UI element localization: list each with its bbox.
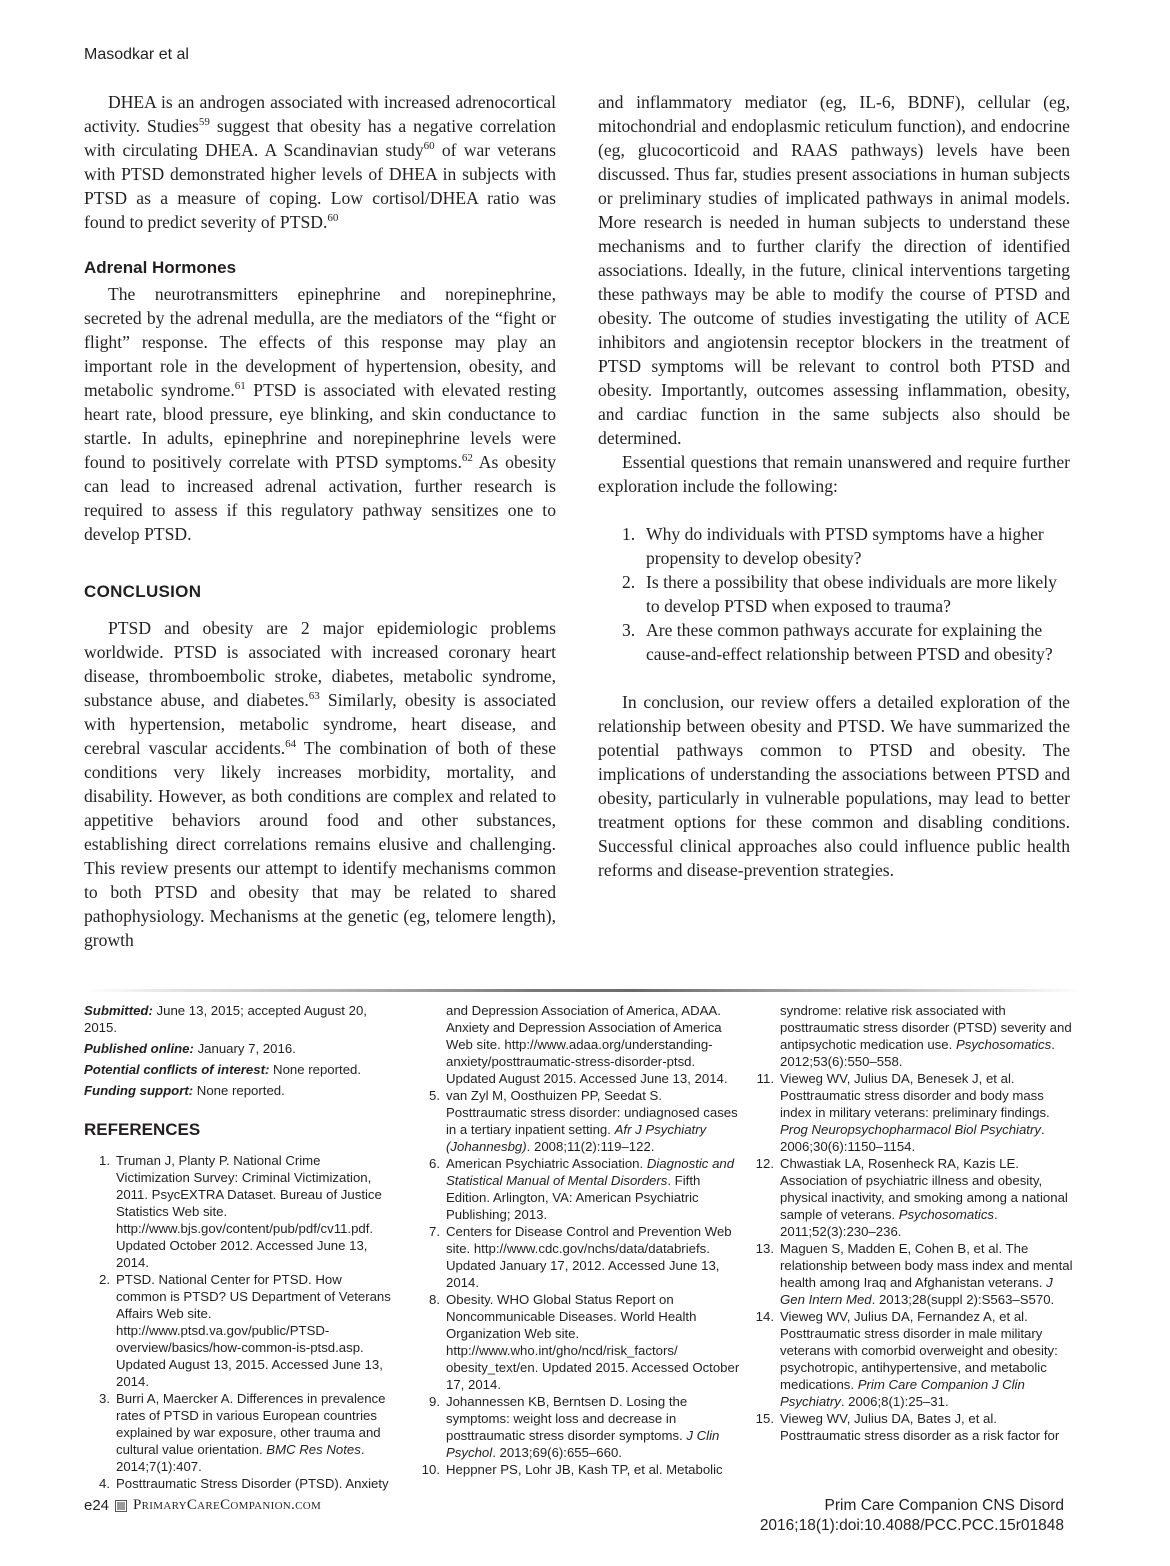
reference-number: 7. <box>429 1224 440 1239</box>
journal-title: Psychosomatics <box>955 1037 1052 1052</box>
references-heading: REFERENCES <box>84 1120 201 1139</box>
conclusion-paragraph: PTSD and obesity are 2 major epidemiologic problems worldwide. PTSD is associated with increased coronary heart disease, thromboembolic stroke, diabetes, metabolic syndrome, substance abuse, and diabetes.$^{63}$ Similarly, obesity is associated with hypertension, metabolic syndrome, heart disease, and cerebral vascular accidents.$^{64}$ The combination of both of these conditions very likely increases morbidity, mortality, and disability. However, as both conditions are complex and related to appetitive behaviors around food and other substances, establishing direct correlations remains elusive and challenging. This review presents our attempt to identify mechanisms common to both PTSD and obesity that may be related to shared pathophysiology. Mechanisms at the genetic (eg, telomere length), growth <box>84 618 557 950</box>
reference-item <box>754 1155 1074 1240</box>
citation-superscript[interactable]: 63 <box>308 690 320 703</box>
right-column <box>598 90 1070 882</box>
continued-paragraph: and inflammatory mediator (eg, IL-6, BDNF), cellular (eg, mitochondrial and endoplasmic reticulum function), and endocrine (eg, glucocorticoid and RAAS pathways) levels have been discussed. Thus far, studies present associations in human subjects or preliminary studies of implicated pathways in animal models. More research is needed in human subjects to understand these mechanisms and to further clarify the direction of identified associations. Ideally, in the future, clinical interventions targeting these pathways may be able to modify the course of PTSD and obesity. The outcome of studies investigating the utility of ACE inhibitors and angiotensin receptor blockers in the treatment of PTSD symptoms will be relevant to control both PTSD and obesity. Importantly, outcomes assessing inflammation, obesity, and cardiac function in the same subjects also should be determined. <box>598 92 1070 448</box>
reference-text: Posttraumatic Stress Disorder (PTSD). Anxiety <box>116 1476 389 1491</box>
journal-title: Afr J Psychiatry (Johannesbg) <box>446 1122 707 1154</box>
reference-text: PTSD. National Center for PTSD. How common is PTSD? US Department of Veterans Affairs Web site. http://www.ptsd.va.gov/public/PTSD-overview/basics/how-common-is-ptsd.asp. Updated August 13, 2015. Accessed June 13, 2014. <box>116 1272 391 1389</box>
references-list-col3 <box>754 1002 1074 1444</box>
citation-superscript[interactable]: 60 <box>327 212 339 225</box>
adrenal-paragraph: The neurotransmitters epinephrine and norepinephrine, secreted by the adrenal medulla, are the mediators of the “fight or flight” response. The effects of this response may play an important role in the development of hypertension, obesity, and metabolic syndrome.$^{61}$ PTSD is associated with elevated resting heart rate, blood pressure, eye blinking, and skin conductance to startle. In adults, epinephrine and norepinephrine levels were found to positively correlate with PTSD symptoms.$^{62}$ As obesity can lead to increased adrenal activation, further research is required to assess if this regulatory pathway sensitizes one to develop PTSD. <box>84 284 557 544</box>
citation-superscript[interactable]: 60 <box>423 140 435 153</box>
section-divider <box>84 989 1084 992</box>
citation-superscript[interactable]: 64 <box>285 738 297 751</box>
journal-title: BMC Res Notes <box>266 1442 361 1457</box>
references-col2 <box>420 1002 740 1478</box>
reference-number: 5. <box>429 1088 440 1103</box>
questions-list <box>598 522 1070 666</box>
reference-text: Burri A, Maercker A. Differences in prevalence rates of PTSD in various European countries explained by war exposure, other trauma and cultural value orientation. <box>116 1391 386 1457</box>
reference-number: 10. <box>421 1462 440 1477</box>
reference-item <box>420 1291 740 1393</box>
journal-title: J Clin Psychol <box>446 1428 720 1460</box>
reference-item <box>754 1070 1074 1155</box>
funding-line: Funding support: None reported. <box>84 1083 285 1098</box>
reference-text: Truman J, Planty P. National Crime Victimization Survey: Criminal Victimization, 2011. PsycEXTRA Dataset. Bureau of Justice Statistics Web site. http://www.bjs.gov/content/pub/pdf/cv11.pdf. Updated October 2012. Accessed June 13, 2014. <box>116 1153 382 1270</box>
reference-text: Centers for Disease Control and Prevention Web site. http://www.cdc.gov/nchs/data/databriefs. Updated January 17, 2012. Accessed June 13, 2014. <box>446 1224 732 1290</box>
reference-item <box>90 1475 394 1492</box>
citation-superscript[interactable]: 62 <box>461 452 473 465</box>
reference-text: . 2008;11(2):119–122. <box>526 1139 655 1154</box>
running-head: Masodkar et al <box>84 46 189 63</box>
journal-title: Prim Care Companion J Clin Psychiatry <box>780 1377 1025 1409</box>
journal-title: Diagnostic and Statistical Manual of Mental Disorders <box>446 1156 735 1188</box>
reference-text: . 2013;69(6):655–660. <box>492 1445 622 1460</box>
reference-item <box>420 1155 740 1223</box>
journal-website-link[interactable]: PrimaryCareCompanion.com <box>133 1497 322 1513</box>
conflicts-line: Potential conflicts of interest: None reported. <box>84 1062 362 1077</box>
article-meta <box>84 1002 394 1492</box>
reference-item <box>420 1393 740 1461</box>
question-item: 3. Are these common pathways accurate for explaining the cause-and-effect relationship between PTSD and obesity? <box>622 620 1053 664</box>
conclusion-heading: CONCLUSION <box>84 582 202 601</box>
reference-item-continued: and Depression Association of America, ADAA. Anxiety and Depression Association of America Web site. http://www.adaa.org/understanding-anxiety/posttraumatic-stress-disorder-ptsd. Updated August 2015. Accessed June 13, 2014. <box>446 1003 728 1086</box>
journal-name: Prim Care Companion CNS Disord <box>824 1497 1064 1514</box>
reference-text: . Fifth Edition. Arlington, VA: American Psychiatric Publishing; 2013. <box>446 1173 701 1222</box>
reference-text: . 2011;52(3):230–236. <box>780 1207 998 1239</box>
reference-text: . 2014;7(1):407. <box>116 1442 365 1474</box>
reference-number: 6. <box>429 1156 440 1171</box>
reference-number: 8. <box>429 1292 440 1307</box>
reference-text: . 2012;53(6):550–558. <box>780 1037 1055 1069</box>
doi-line: 2016;18(1):doi:10.4088/PCC.PCC.15r01848 <box>759 1517 1064 1534</box>
reference-item <box>420 1087 740 1155</box>
reference-item <box>90 1390 394 1475</box>
journal-title: Prog Neuropsychopharmacol Biol Psychiatry <box>780 1122 1041 1137</box>
left-column <box>84 90 556 952</box>
reference-item <box>90 1152 394 1271</box>
journal-title: J Gen Intern Med <box>780 1275 1053 1307</box>
reference-text: Obesity. WHO Global Status Report on Noncommunicable Diseases. World Health Organization Web site. http://www.who.int/gho/ncd/risk_factors/ obesity_text/en. Updated 2015. Accessed October 17, 2014. <box>446 1292 740 1392</box>
reference-number: 15. <box>755 1411 774 1426</box>
reference-text: . 2006;30(6):1150–1154. <box>780 1122 1045 1154</box>
reference-text: American Psychiatric Association. <box>446 1156 647 1171</box>
reference-text: Chwastiak LA, Rosenheck RA, Kazis LE. Association of psychiatric illness and obesity, physical inactivity, and smoking among a national sample of veterans. <box>780 1156 1068 1222</box>
reference-number: 4. <box>99 1476 110 1491</box>
reference-text: . 2013;28(suppl 2):S563–S570. <box>871 1292 1055 1307</box>
reference-text: Vieweg WV, Julius DA, Fernandez A, et al. Posttraumatic stress disorder in male military veterans with comorbid overweight and obesity: psychotropic, antihypertensive, and metabolic medications. <box>780 1309 1058 1392</box>
reference-text: van Zyl M, Oosthuizen PP, Seedat S. Posttraumatic stress disorder: undiagnosed cases in a tertiary inpatient setting. <box>446 1088 738 1137</box>
reference-item <box>754 1308 1074 1410</box>
square-bullet-icon <box>115 1500 127 1512</box>
reference-number: 1. <box>99 1153 110 1168</box>
footer-left <box>84 1497 321 1514</box>
reference-item <box>754 1410 1074 1444</box>
reference-item-continued <box>754 1002 1074 1070</box>
reference-text: Maguen S, Madden E, Cohen B, et al. The relationship between body mass index and mental health among Iraq and Afghanistan veterans. <box>780 1241 1073 1290</box>
reference-number: 9. <box>429 1394 440 1409</box>
reference-text: Johannessen KB, Berntsen D. Losing the symptoms: weight loss and decrease in posttraumatic stress disorder symptoms. <box>446 1394 688 1443</box>
reference-item <box>754 1240 1074 1308</box>
reference-text: Heppner PS, Lohr JB, Kash TP, et al. Metabolic <box>446 1462 723 1477</box>
question-item: 2. Is there a possibility that obese individuals are more likely to develop PTSD when exposed to trauma? <box>622 572 1057 616</box>
references-list-col1 <box>84 1152 394 1492</box>
reference-number: 2. <box>99 1272 110 1287</box>
citation-superscript[interactable]: 61 <box>234 380 246 393</box>
adrenal-hormones-heading: Adrenal Hormones <box>84 258 237 277</box>
published-line: Published online: January 7, 2016. <box>84 1041 296 1056</box>
essential-questions-intro: Essential questions that remain unanswered and require further exploration include the following: <box>598 452 1070 496</box>
dhea-paragraph: DHEA is an androgen associated with increased adrenocortical activity. Studies$^{59}$ suggest that obesity has a negative correlation with circulating DHEA. A Scandinavian study$^{60}$ of war veterans with PTSD demonstrated higher levels of DHEA in subjects with PTSD as a measure of coping. Low cortisol/DHEA ratio was found to predict severity of PTSD.$^{60}$ <box>84 92 556 232</box>
reference-text: . 2006;8(1):25–31. <box>840 1394 949 1409</box>
reference-text: syndrome: relative risk associated with posttraumatic stress disorder (PTSD) severity and antipsychotic medication use. <box>780 1003 1072 1052</box>
reference-item <box>90 1271 394 1390</box>
reference-number: 3. <box>99 1391 110 1406</box>
reference-number: 13. <box>755 1241 774 1256</box>
reference-number: 11. <box>756 1071 774 1086</box>
journal-title: Psychosomatics <box>898 1207 995 1222</box>
footer-citation <box>760 1496 1064 1536</box>
submitted-line: Submitted: June 13, 2015; accepted August 20, 2015. <box>84 1003 367 1035</box>
page-number: e24 <box>84 1497 110 1514</box>
question-item: 1. Why do individuals with PTSD symptoms have a higher propensity to develop obesity? <box>622 524 1044 568</box>
references-col3 <box>754 1002 1074 1444</box>
reference-text: Vieweg WV, Julius DA, Bates J, et al. Posttraumatic stress disorder as a risk factor for <box>780 1411 1060 1443</box>
final-conclusion-paragraph: In conclusion, our review offers a detailed exploration of the relationship between obesity and PTSD. We have summarized the potential pathways common to PTSD and obesity. The implications of understanding the associations between PTSD and obesity, particularly in vulnerable populations, may lead to better treatment options for these common and disabling conditions. Successful clinical approaches also could influence public health reforms and disease-prevention strategies. <box>598 692 1070 880</box>
reference-number: 14. <box>755 1309 774 1324</box>
reference-item <box>420 1223 740 1291</box>
references-list-col2 <box>420 1002 740 1478</box>
reference-number: 12. <box>755 1156 774 1171</box>
reference-text: Vieweg WV, Julius DA, Benesek J, et al. Posttraumatic stress disorder and body mass index in military veterans: preliminary findings. <box>780 1071 1050 1120</box>
citation-superscript[interactable]: 59 <box>198 116 210 129</box>
reference-item <box>420 1461 740 1478</box>
